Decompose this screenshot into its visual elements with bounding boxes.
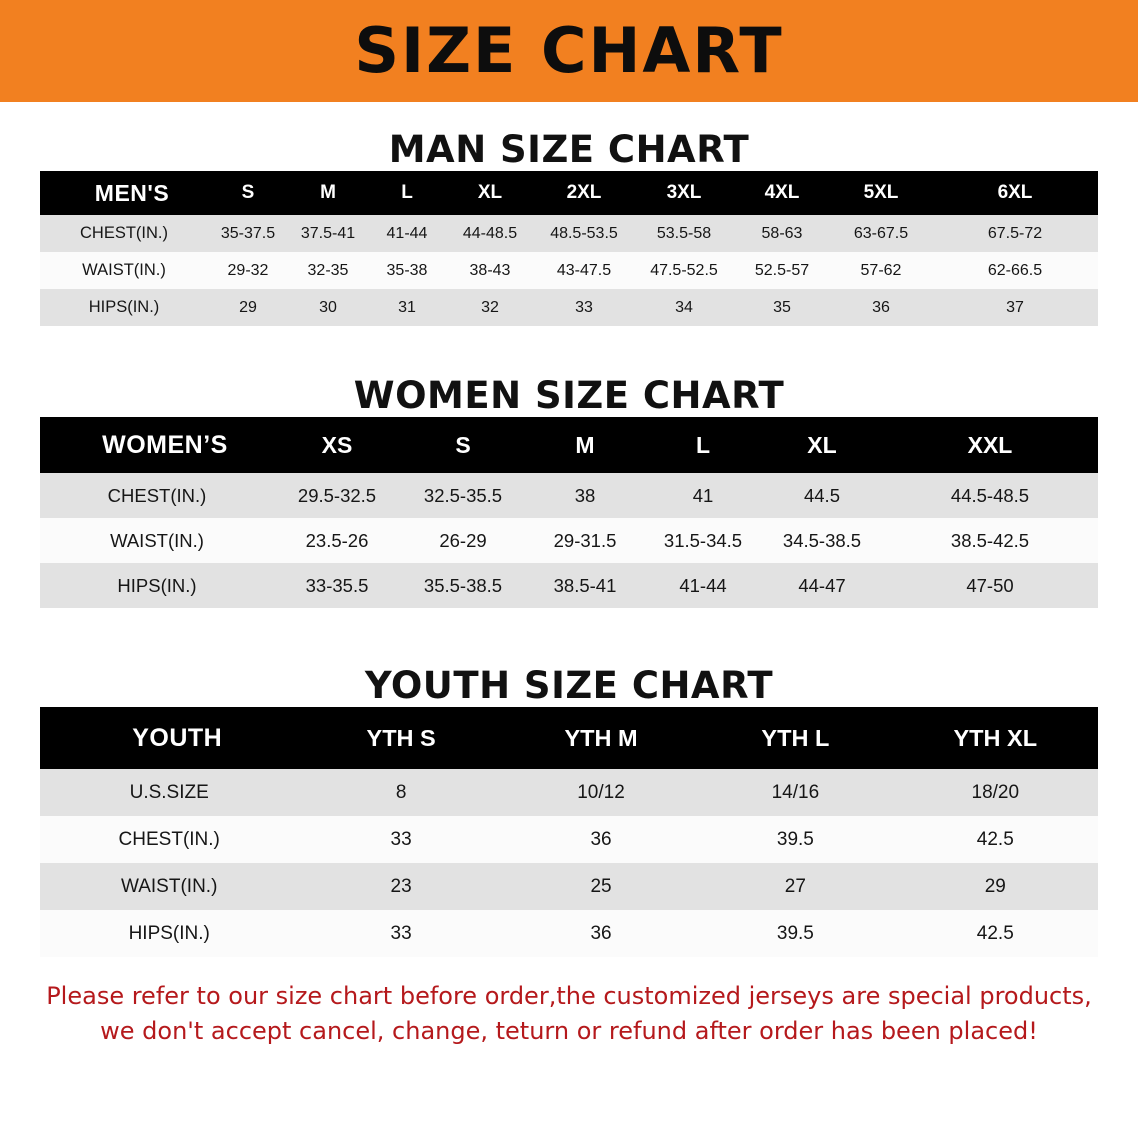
man-cell-hips-0: 29 [239,298,257,316]
youth-cell-chest-3: 42.5 [976,828,1014,850]
policy-note-line-2: we don't accept cancel, change, teturn or refund after order has been placed! [100,1016,1038,1045]
table-header-row [40,707,1098,769]
women-cell-waist-5: 38.5-42.5 [950,529,1030,551]
man-cell-hips-8: 37 [1006,298,1024,316]
youth-section-heading: YOUTH SIZE CHART [364,664,774,707]
man-cell-hips-2: 31 [398,298,416,316]
man-cell-waist-4: 43-47.5 [556,261,612,279]
table-row [40,473,1098,518]
youth-row-label-chest: CHEST(IN.) [118,828,220,850]
man-cell-chest-3: 44-48.5 [462,224,518,242]
man-col-head-7: 5XL [863,182,899,203]
man-cell-hips-7: 36 [872,298,890,316]
man-cell-chest-8: 67.5-72 [987,224,1043,242]
youth-size-table [40,707,1098,957]
youth-cell-hips-1: 36 [590,922,612,944]
man-col-head-5: 3XL [666,182,702,203]
women-col-head-3: L [695,431,711,458]
women-cell-waist-3: 31.5-34.5 [663,529,743,551]
man-table-body [40,215,1098,326]
women-cell-hips-5: 47-50 [966,574,1014,596]
man-cell-waist-2: 35-38 [386,261,428,279]
table-row [40,910,1098,957]
women-table-wrap [0,417,1138,608]
man-cell-waist-0: 29-32 [227,261,269,279]
youth-table-wrap [0,707,1138,957]
youth-row-label-hips: HIPS(IN.) [128,922,210,944]
women-cell-hips-0: 33-35.5 [305,574,369,596]
man-cell-waist-7: 57-62 [860,261,902,279]
women-cell-waist-0: 23.5-26 [305,529,369,551]
man-cell-waist-1: 32-35 [307,261,349,279]
man-col-head-8: 6XL [997,182,1033,203]
women-row-label-chest: CHEST(IN.) [107,484,207,506]
man-cell-hips-4: 33 [575,298,593,316]
table-row [40,252,1098,289]
man-col-head-0: S [241,182,255,203]
table-header-row [40,171,1098,215]
man-corner-label: MEN'S [94,179,170,206]
man-cell-chest-5: 53.5-58 [656,224,712,242]
table-row [40,518,1098,563]
man-cell-chest-6: 58-63 [761,224,803,242]
man-size-table [40,171,1098,326]
youth-cell-hips-0: 33 [390,922,412,944]
man-col-head-2: L [401,182,413,203]
women-table-header [40,417,1098,473]
man-cell-waist-5: 47.5-52.5 [650,261,718,279]
women-cell-hips-4: 44-47 [798,574,846,596]
table-header-row [40,417,1098,473]
youth-cell-waist-0: 23 [390,875,412,897]
man-cell-waist-3: 38-43 [469,261,511,279]
man-col-head-4: 2XL [566,182,602,203]
youth-col-head-3: YTH XL [953,724,1038,751]
women-row-label-waist: WAIST(IN.) [110,529,204,551]
table-row [40,289,1098,326]
women-section-heading: WOMEN SIZE CHART [353,374,785,417]
man-cell-chest-4: 48.5-53.5 [550,224,618,242]
man-cell-waist-6: 52.5-57 [754,261,810,279]
man-cell-chest-2: 41-44 [386,224,428,242]
youth-cell-hips-2: 39.5 [776,922,814,944]
man-cell-hips-5: 34 [675,298,693,316]
man-row-label-hips: HIPS(IN.) [88,298,160,316]
table-row [40,563,1098,608]
youth-cell-ussize-1: 10/12 [577,781,625,803]
women-col-head-5: XXL [967,431,1013,458]
man-col-head-3: XL [477,182,503,203]
youth-cell-chest-1: 36 [590,828,612,850]
man-section-heading: MAN SIZE CHART [388,128,750,171]
table-row [40,863,1098,910]
size-chart-banner [0,0,1138,102]
man-col-head-1: M [320,182,336,203]
policy-note-line-1: Please refer to our size chart before order,the customized jerseys are special products, [46,982,1092,1010]
women-cell-waist-1: 26-29 [439,529,487,551]
youth-col-head-1: YTH M [564,724,638,751]
youth-cell-ussize-2: 14/16 [771,781,820,803]
man-table-header [40,171,1098,215]
man-cell-chest-7: 63-67.5 [853,224,909,242]
women-cell-waist-2: 29-31.5 [553,529,617,551]
man-cell-hips-1: 30 [319,298,337,316]
women-row-label-hips: HIPS(IN.) [117,574,197,596]
man-cell-waist-8: 62-66.5 [987,261,1043,279]
women-cell-hips-1: 35.5-38.5 [423,574,503,596]
women-cell-chest-3: 41 [692,484,714,506]
women-cell-chest-0: 29.5-32.5 [297,484,377,506]
women-corner-label: WOMEN’S [102,430,228,459]
youth-cell-chest-2: 39.5 [776,828,814,850]
women-size-table [40,417,1098,608]
table-row [40,816,1098,863]
youth-cell-ussize-3: 18/20 [971,781,1020,803]
man-row-label-chest: CHEST(IN.) [80,224,168,242]
youth-cell-ussize-0: 8 [395,781,407,803]
women-col-head-4: XL [807,431,837,458]
women-cell-hips-2: 38.5-41 [553,574,617,596]
women-cell-chest-4: 44.5 [803,484,840,506]
youth-table-body [40,769,1098,957]
youth-corner-label: YOUTH [132,723,223,752]
man-cell-hips-6: 35 [773,298,791,316]
women-table-body [40,473,1098,608]
youth-col-head-2: YTH L [761,724,830,751]
man-cell-chest-1: 37.5-41 [300,224,356,242]
policy-note [40,979,1098,1049]
women-col-head-0: XS [321,431,353,458]
youth-col-head-0: YTH S [366,724,436,751]
youth-row-label-waist: WAIST(IN.) [121,875,218,897]
man-cell-hips-3: 32 [481,298,499,316]
table-row [40,215,1098,252]
youth-table-header [40,707,1098,769]
page-title: SIZE CHART [354,14,784,87]
women-cell-chest-5: 44.5-48.5 [950,484,1030,506]
women-cell-waist-4: 34.5-38.5 [782,529,862,551]
table-row [40,769,1098,816]
man-col-head-6: 4XL [764,182,800,203]
women-col-head-1: S [455,431,471,458]
man-table-wrap [0,171,1138,326]
man-row-label-waist: WAIST(IN.) [82,261,166,279]
women-cell-chest-2: 38 [574,484,596,506]
women-cell-hips-3: 41-44 [679,574,727,596]
youth-cell-waist-3: 29 [984,875,1006,897]
man-cell-chest-0: 35-37.5 [220,224,276,242]
youth-cell-chest-0: 33 [390,828,412,850]
women-col-head-2: M [575,431,595,458]
youth-row-label-ussize: U.S.SIZE [129,781,209,803]
youth-cell-waist-1: 25 [590,875,612,897]
youth-cell-hips-3: 42.5 [976,922,1014,944]
youth-cell-waist-2: 27 [784,875,806,897]
women-cell-chest-1: 32.5-35.5 [423,484,503,506]
